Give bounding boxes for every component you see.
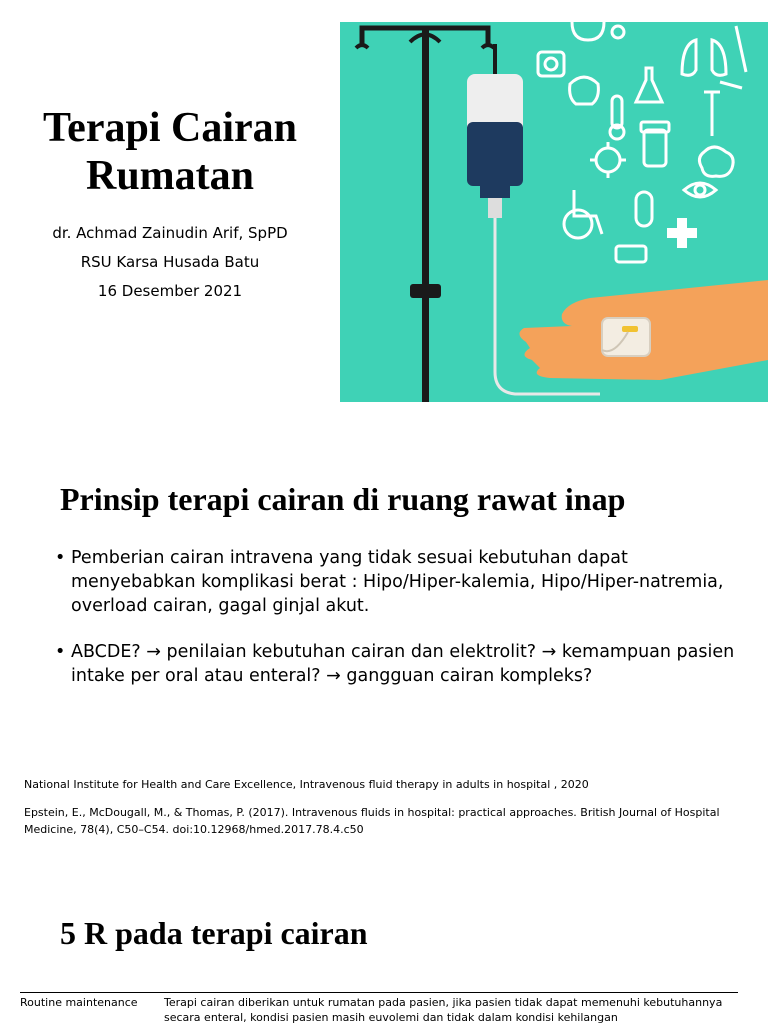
skull-icon [570, 77, 599, 104]
bullet-item: • ABCDE? → penilaian kebutuhan cairan dan elektrolit? → kemampuan pasien intake per oral atau enteral? → gangguan cairan kompleks? [55, 640, 745, 688]
title-line-2: Rumatan [85, 153, 255, 199]
slide-title: 5 R pada terapi cairan [60, 915, 368, 951]
ambulance-icon [616, 246, 646, 262]
presentation-title [20, 104, 320, 200]
principles-slide [0, 440, 768, 850]
bullet-item: • Pemberian cairan intravena yang tidak sesuai kebutuhan dapat menyebabkan komplikasi berat : Hipo/Hiper-kalemia, Hipo/Hiper-natremia, overload cairan, gagal ginjal akut. [55, 546, 745, 618]
hospital-name: RSU Karsa Husada Batu [80, 253, 260, 271]
reference-item: National Institute for Health and Care Excellence, Intravenous fluid therapy in adults in hospital , 2020 [24, 778, 589, 791]
presentation-date: 16 Desember 2021 [97, 282, 243, 300]
five-r-table [20, 992, 738, 1024]
flask-icon [636, 68, 662, 102]
wheelchair-icon [564, 190, 602, 238]
author-name: dr. Achmad Zainudin Arif, SpPD [52, 224, 288, 242]
bullet-list [55, 546, 745, 710]
pill-bottle-icon [641, 122, 669, 166]
brain-icon [699, 147, 733, 176]
five-r-slide [0, 880, 768, 1024]
presenter-info [20, 219, 320, 306]
title-line-1: Terapi Cairan [43, 105, 297, 151]
virus-icon [590, 142, 626, 178]
row-label: Routine maintenance [20, 996, 138, 1009]
cross-icon [667, 218, 697, 248]
hand-icon [519, 280, 768, 380]
iv-therapy-illustration [340, 22, 768, 402]
table-row [20, 993, 738, 1024]
scale-icon [538, 52, 564, 76]
capsule-icon [636, 192, 652, 226]
lungs-icon [682, 40, 726, 75]
thermometer-icon [610, 96, 624, 139]
row-description: Terapi cairan diberikan untuk rumatan pada pasien, jika pasien tidak dapat memenuhi kebutuhannya secara enteral, kondisi pasien masih euvolemi dan tidak dalam kondisi kehilangan [164, 996, 723, 1024]
eye-icon [684, 183, 716, 197]
slide-title: Prinsip terapi cairan di ruang rawat inap [60, 481, 626, 517]
title-slide [0, 0, 768, 420]
crutch-icon [704, 92, 720, 136]
stethoscope-icon [572, 22, 624, 40]
references [24, 776, 749, 849]
reference-item: Epstein, E., McDougall, M., & Thomas, P. (2017). Intravenous fluids in hospital: practical approaches. British Journal of Hospital Medicine, 78(4), C50–C54. doi:10.12968/hmed.2017.78.4.c50 [24, 806, 720, 836]
